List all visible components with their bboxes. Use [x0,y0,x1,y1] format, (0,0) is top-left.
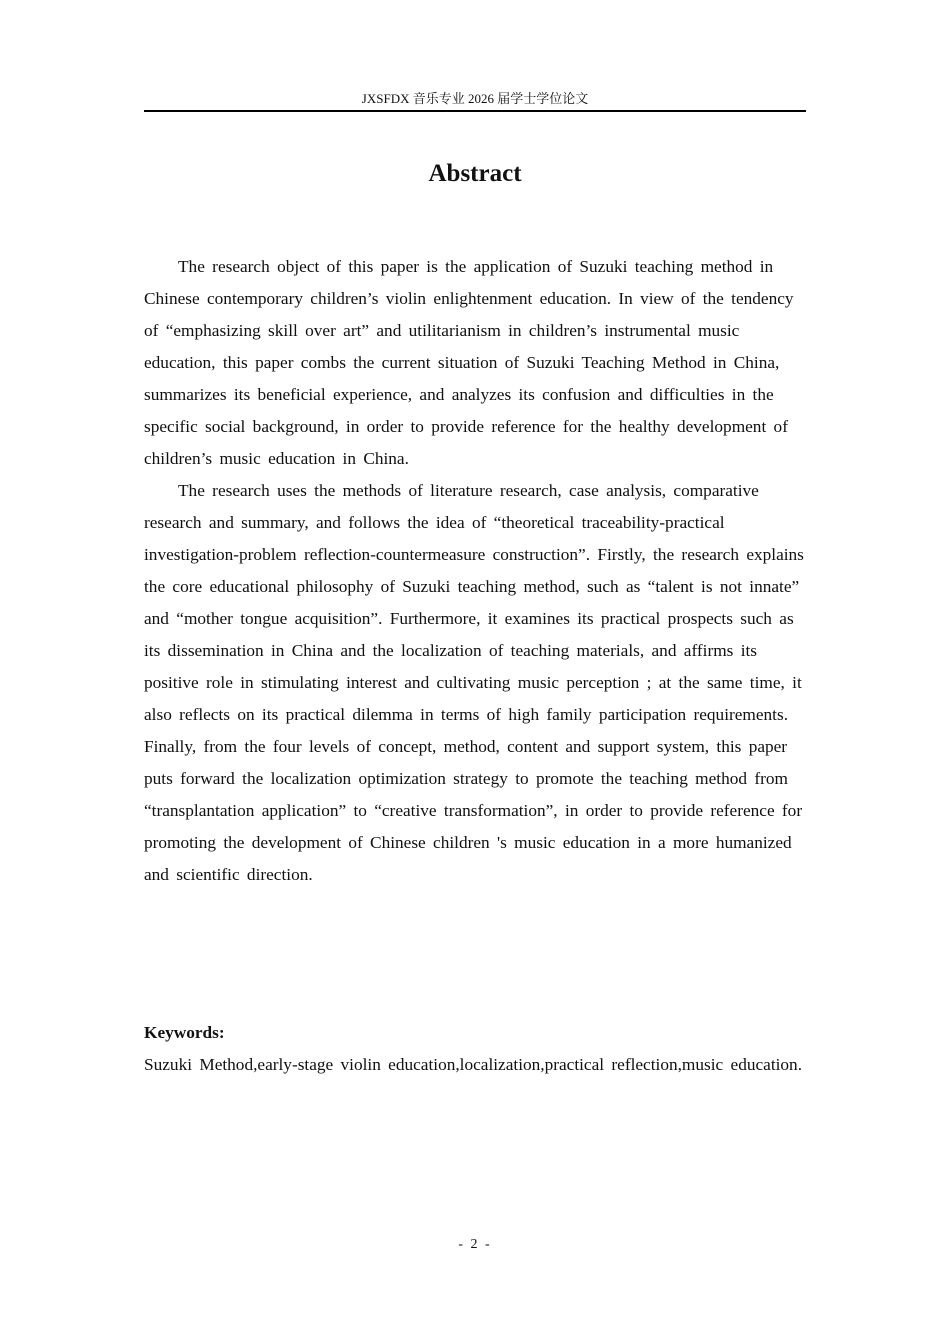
abstract-paragraph-2: The research uses the methods of literature research, case analysis, comparative research and summary, and follows the idea of “theoretical traceability-practical investigation-problem reflection-countermeasure construction”. Firstly, the research explains the core educational philosophy of Suzuki teaching method, such as “talent is not innate” and “mother tongue acquisition”. Furthermore, it examines its practical prospects such as its dissemination in China and the localization of teaching materials, and affirms its positive role in stimulating interest and cultivating music perception ; at the same time, it also reflects on its practical dilemma in terms of high family participation requirements. Finally, from the four levels of concept, method, content and support system, this paper puts forward the localization optimization strategy to promote the teaching method from “transplantation application” to “creative transformation”, in order to provide reference for promoting the development of Chinese children 's music education in a more humanized and scientific direction. [144,481,804,884]
abstract-paragraph-1: The research object of this paper is the application of Suzuki teaching method in Chinese contemporary children’s violin enlightenment education. In view of the tendency of “emphasizing skill over art” and utilitarianism in children’s instrumental music education, this paper combs the current situation of Suzuki Teaching Method in China, summarizes its beneficial experience, and analyzes its confusion and difficulties in the specific social background, in order to provide reference for the healthy development of children’s music education in China. [144,257,794,468]
keywords-text: Suzuki Method,early-stage violin education,localization,practical reflection,music education. [144,1055,803,1074]
page-number: - 2 - [458,1237,492,1252]
abstract-title: Abstract [428,160,522,187]
running-header: JXSFDX 音乐专业 2026 届学士学位论文 [144,90,806,112]
abstract-body [144,251,804,891]
keywords-label: Keywords: [144,1023,225,1042]
